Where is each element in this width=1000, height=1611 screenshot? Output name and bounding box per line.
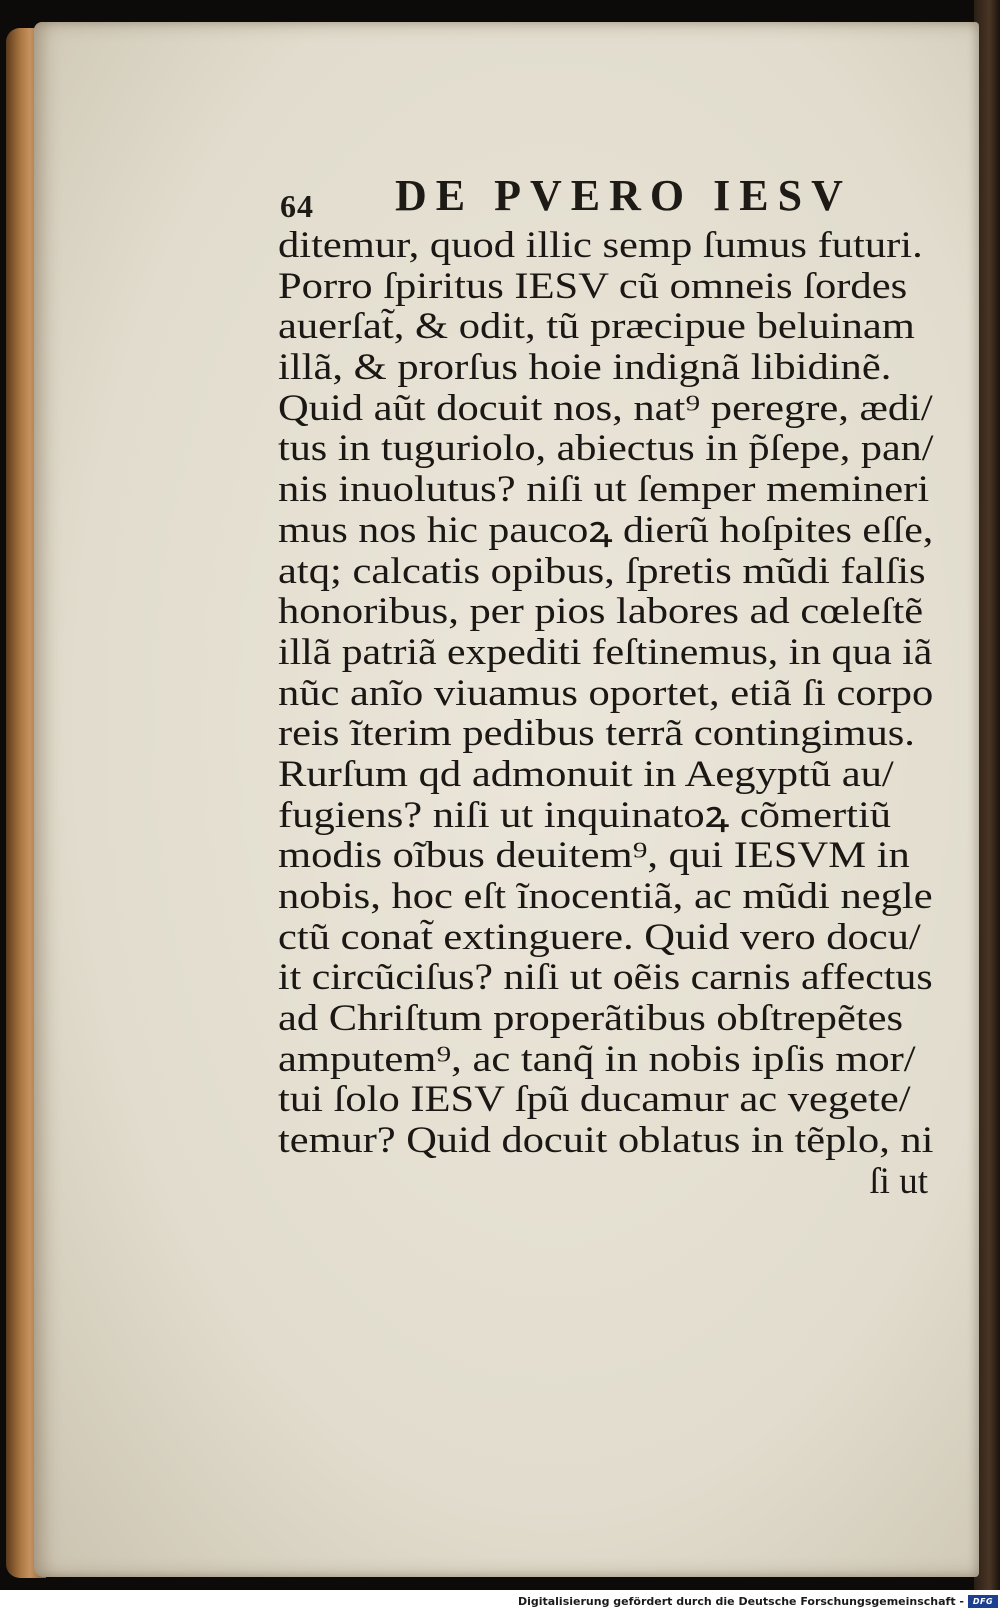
text-line: illã, & prorſus hoie indignã libidinẽ. [278,347,892,389]
text-line: Porro ſpiritus IESV cũ omneis ſordes [278,265,908,307]
text-line: ad Chriſtum properãtibus obſtrepẽtes [278,998,904,1040]
text-line: honoribus, per pios labores ad cœleſtẽ [278,591,924,633]
page-number: 64 [280,188,314,224]
text-line: Quid aũt docuit nos, nat⁹ peregre, ædi/ [278,387,933,429]
text-line: ditemur, quod illic semp ſumus futuri. [278,225,923,266]
text-line: reis ĩterim pedibus terrã contingimus. [278,713,915,755]
text-line: mus nos hic paucoꝝ dierũ hoſpites eſſe, [278,509,934,551]
text-line: it circũciſus? niſi ut oẽis carnis affectus [278,957,933,999]
text-line: amputem⁹, ac tanq̃ in nobis ipſis mor/ [278,1038,916,1080]
text-block [278,226,938,1203]
text-line: tus in tuguriolo, abiectus in p̃ſepe, pan/ [278,428,934,470]
dfg-logo: DFG [968,1595,998,1608]
text-line: atq; calcatis opibus, ſpretis mũdi falſis [278,550,926,592]
catchword: ſi ut [869,1160,928,1202]
text-line: ctũ conat̃ extinguere. Quid vero docu/ [278,916,921,958]
text-line: modis oĩbus deuitem⁹, qui IESVM in [278,835,910,877]
running-head [280,170,880,226]
running-title: DE PVERO IESV [395,171,852,220]
footer-credit [518,1592,1000,1611]
text-line: illã patriã expediti feſtinemus, in qua iã [278,631,933,673]
text-line: fugiens? niſi ut inquinatoꝝ cõmertiũ [278,794,892,836]
text-line: nũc anĩo viuamus oportet, etiã ſi corpo [278,672,934,714]
text-line: auerſat̃, & odit, tũ præcipue beluinam [278,306,915,348]
text-line: temur? Quid docuit oblatus in tẽplo, ni [278,1120,934,1162]
credit-text: Digitalisierung gefördert durch die Deutsche Forschungsgemeinschaft - [517,1595,964,1608]
text-line: nobis, hoc eſt ĩnocentiã, ac mũdi negle [278,876,933,917]
text-line: nis inuolutus? niſi ut ſemper memineri [278,469,930,511]
text-line: tui ſolo IESV ſpũ ducamur ac vegete/ [278,1079,911,1121]
text-line: Rurſum qd admonuit in Aegyptũ au/ [278,753,894,795]
